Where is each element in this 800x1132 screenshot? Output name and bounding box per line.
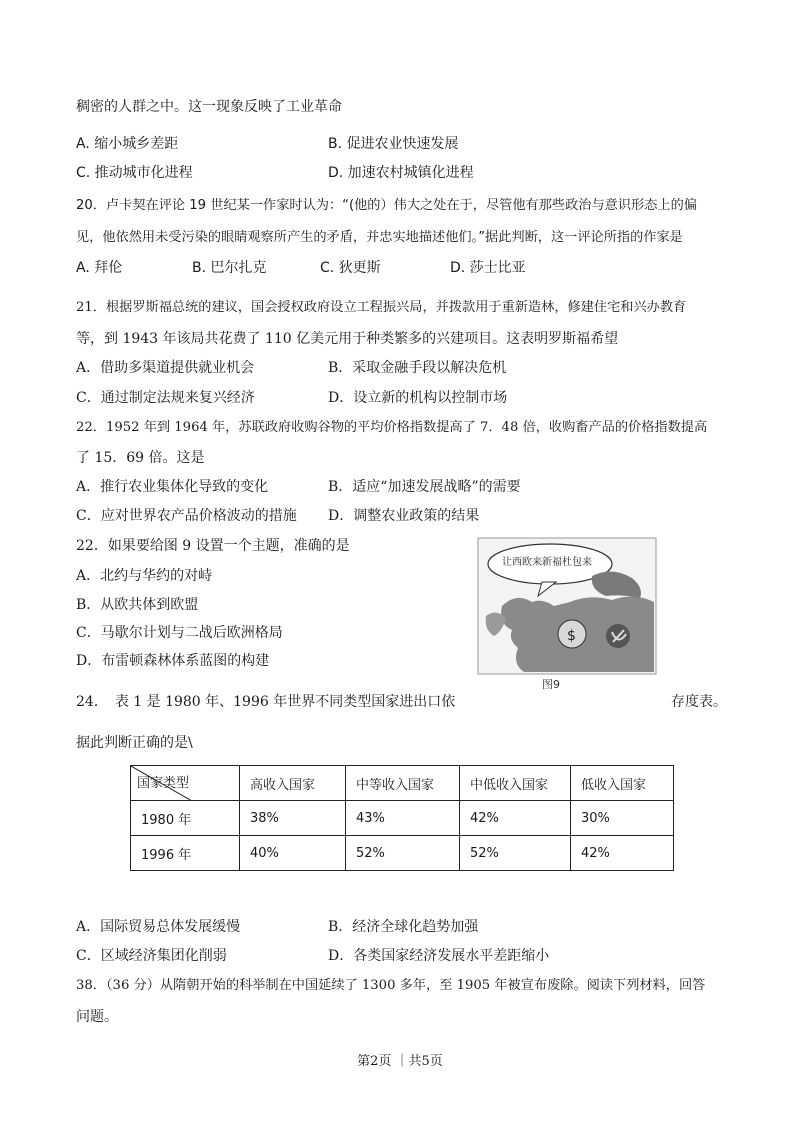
table-header: 低收入国家 — [571, 766, 674, 801]
q38-stem-line2: 问题。 — [76, 1009, 118, 1025]
q22b-option-d: D．布雷顿森林体系蓝图的构建 — [76, 653, 270, 669]
table-row — [131, 801, 674, 836]
figure-9-caption: 图9 — [542, 678, 560, 691]
q20-stem-line1: 20．卢卡契在评论 19 世纪某一作家时认为：“(他的）伟大之处在于，尽管他有那些政治与意识形态上的偏 — [76, 198, 697, 213]
table-cell: 52% — [346, 836, 460, 871]
q19-option-b: B. 促进农业快速发展 — [328, 136, 459, 152]
q21-option-d: D．设立新的机构以控制市场 — [328, 390, 508, 406]
table-cell: 40% — [240, 836, 346, 871]
q22b-option-c: C．马歇尔计划与二战后欧洲格局 — [76, 625, 283, 641]
q19-option-d: D. 加速农村城镇化进程 — [328, 165, 474, 181]
table-cell: 38% — [240, 801, 346, 836]
table-row — [131, 836, 674, 871]
q22a-option-b: B．适应“加速发展战略”的需要 — [328, 479, 521, 495]
q24-option-d: D．各类国家经济发展水平差距缩小 — [328, 948, 550, 964]
table-cell: 42% — [460, 801, 571, 836]
q22a-option-c: C．应对世界农产品价格波动的措施 — [76, 508, 297, 524]
q24-option-c: C．区域经济集团化削弱 — [76, 948, 227, 964]
q22b-stem: 22．如果要给图 9 设置一个主题，准确的是 — [76, 538, 350, 554]
table-corner-cell — [131, 766, 240, 801]
q21-stem-line2: 等，到 1943 年该局共花费了 110 亿美元用于种类繁多的兴建项目。这表明罗斯福希望 — [76, 331, 619, 347]
table-year-cell: 1996 年 — [131, 836, 240, 871]
q21-option-c: C．通过制定法规来复兴经济 — [76, 390, 255, 406]
q24-option-b: B．经济全球化趋势加强 — [328, 919, 479, 935]
q24-stem-line2: 据此判断正确的是\ — [76, 735, 193, 751]
figure-9-cartoon — [472, 536, 660, 692]
corner-label-type: 国家类型 — [137, 776, 190, 791]
q22b-option-a: A．北约与华约的对峙 — [76, 568, 213, 584]
q22a-stem-line1: 22．1952 年到 1964 年，苏联政府收购谷物的平均价格指数提高了 7．48 倍，收购畜产品的价格指数提高 — [76, 420, 708, 435]
q19-stem-tail: 稠密的人群之中。这一现象反映了工业革命 — [76, 99, 342, 115]
q20-option-a: A. 拜伦 — [76, 260, 123, 276]
q20-option-c: C. 狄更斯 — [320, 260, 381, 276]
table-cell: 42% — [571, 836, 674, 871]
table-cell: 30% — [571, 801, 674, 836]
table-cell: 52% — [460, 836, 571, 871]
svg-text:$: $ — [567, 628, 576, 644]
q22a-option-d: D．调整农业政策的结果 — [328, 508, 480, 524]
q21-option-a: A．借助多渠道提供就业机会 — [76, 360, 255, 376]
table-cell: 43% — [346, 801, 460, 836]
table-header: 中等收入国家 — [346, 766, 460, 801]
q20-stem-line2: 见，他依然用未受污染的眼睛观察所产生的矛盾，并忠实地描述他们。”据此判断，这一评论所指的作家是 — [76, 230, 683, 245]
q22b-option-b: B．从欧共体到欧盟 — [76, 597, 199, 613]
table-header-row — [131, 766, 674, 801]
q22a-option-a: A．推行农业集体化导致的变化 — [76, 479, 269, 495]
q19-option-c: C. 推动城市化进程 — [76, 165, 193, 181]
q20-option-b: B. 巴尔扎克 — [192, 260, 267, 276]
q24-stem-line1-b: 存度表。 — [671, 694, 727, 710]
q38-stem-line1: 38．（36 分）从隋朝开始的科举制在中国延续了 1300 多年，至 1905 年被宣布废除。阅读下列材料，回答 — [76, 978, 706, 993]
q20-option-d: D. 莎士比亚 — [450, 260, 526, 276]
q24-stem-line1-a: 24． 表 1 是 1980 年、1996 年世界不同类型国家进出口依 — [76, 694, 456, 710]
q19-option-a: A. 缩小城乡差距 — [76, 136, 179, 152]
q22a-stem-line2: 了 15．69 倍。这是 — [76, 450, 205, 466]
q21-stem-line1: 21．根据罗斯福总统的建议，国会授权政府设立工程振兴局，并拨款用于重新造林，修建住宅和兴办教育 — [76, 300, 687, 315]
table-year-cell: 1980 年 — [131, 801, 240, 836]
table-header: 高收入国家 — [240, 766, 346, 801]
q21-option-b: B．采取金融手段以解决危机 — [328, 360, 507, 376]
q24-option-a: A．国际贸易总体发展缓慢 — [76, 919, 241, 935]
page-footer: 第2页 ｜共5页 — [357, 1054, 443, 1069]
table-header: 中低收入国家 — [460, 766, 571, 801]
dependency-table — [130, 765, 674, 871]
cartoon-bubble-text: 让西欧来新福杜包来 — [502, 557, 592, 568]
